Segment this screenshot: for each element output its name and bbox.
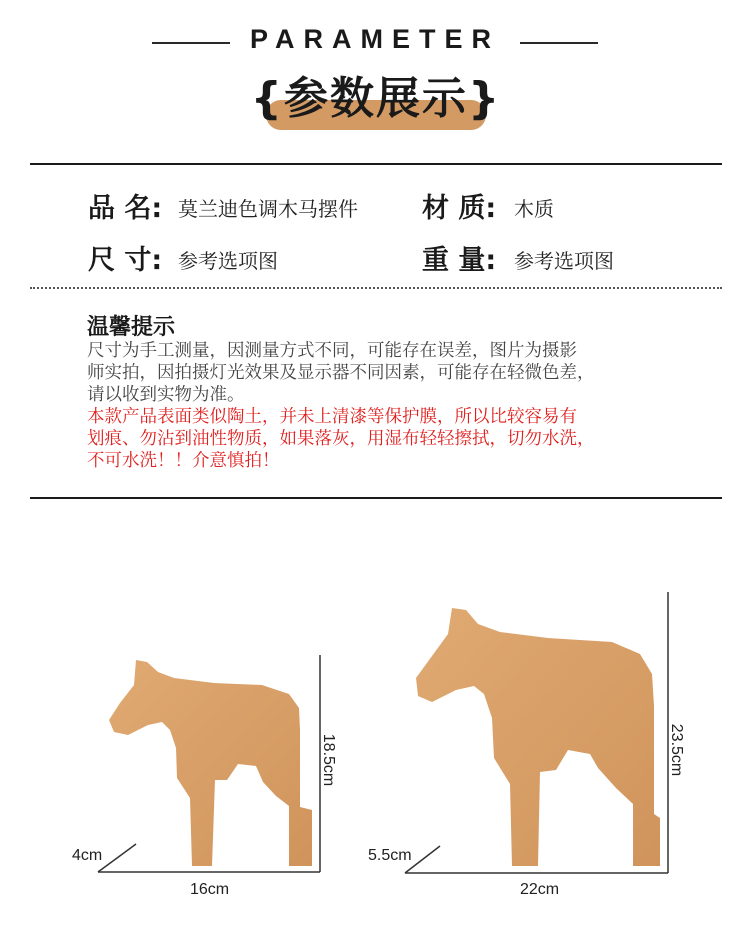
large-width-label: 22cm — [520, 881, 560, 898]
warning-line: 不可水洗！！介意慎拍！ — [87, 451, 280, 471]
header-line-left — [152, 42, 230, 44]
header-line-right — [520, 42, 598, 44]
spec-size-value: 参考选项图 — [178, 249, 278, 273]
spec-material-label: 材 质: — [422, 193, 497, 224]
notice-body — [87, 340, 697, 472]
small-horse-image — [109, 660, 312, 866]
divider-bottom — [30, 497, 722, 499]
small-width-label: 16cm — [190, 881, 230, 898]
large-depth-label: 5.5cm — [368, 847, 412, 864]
divider-dotted — [30, 287, 722, 289]
page-header — [0, 0, 750, 140]
spec-name-value: 莫兰迪色调木马摆件 — [178, 197, 358, 221]
small-horse-group — [72, 655, 337, 898]
spec-weight-label: 重 量: — [422, 245, 497, 276]
warning-line: 本款产品表面类似陶土，并未上清漆等保护膜，所以比较容易有 — [87, 407, 577, 427]
notice-line: 请以收到实物为准。 — [87, 385, 245, 405]
large-horse-group — [368, 592, 685, 898]
spec-size-label: 尺 寸: — [88, 245, 163, 276]
product-dimension-figure — [0, 560, 750, 936]
header-title-en: PARAMETER — [249, 24, 500, 54]
divider-top — [30, 163, 722, 165]
warning-line: 划痕、勿沾到油性物质，如果落灰，用湿布轻轻擦拭，切勿水洗， — [87, 429, 595, 449]
notice-line: 尺寸为手工测量，因测量方式不同，可能存在误差，图片为摄影 — [87, 341, 577, 361]
spec-weight-value: 参考选项图 — [514, 249, 614, 273]
large-horse-image — [416, 608, 660, 866]
header-title-cn: {参数展示} — [250, 73, 502, 124]
spec-name-label: 品 名: — [88, 193, 163, 224]
large-height-label: 23.5cm — [668, 723, 685, 777]
notice-title: 温馨提示 — [87, 315, 176, 340]
small-depth-label: 4cm — [72, 847, 103, 864]
notice-line: 师实拍，因拍摄灯光效果及显示器不同因素，可能存在轻微色差， — [87, 363, 595, 383]
small-height-label: 18.5cm — [320, 733, 337, 787]
spec-material-value: 木质 — [514, 197, 554, 221]
